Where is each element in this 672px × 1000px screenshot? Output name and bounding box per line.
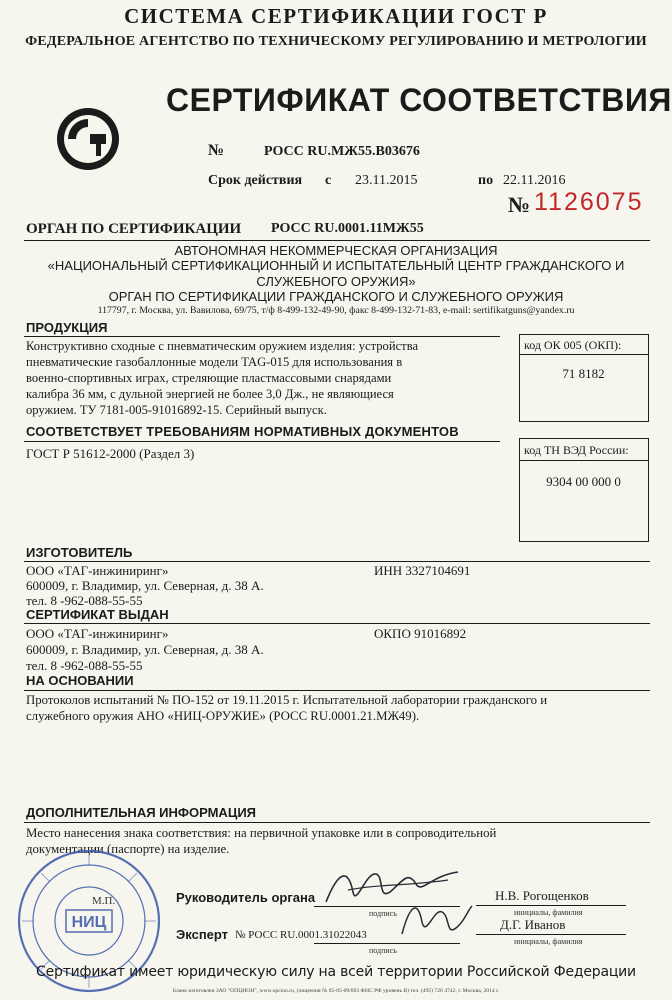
product-line: оружием. ТУ 7181-005-91016892-15. Серийный выпуск.	[26, 403, 327, 417]
manufacturer-name: ООО «ТАГ-инжиниринг»	[26, 563, 169, 578]
print-note: Бланк изготовлен ЗАО "ОПЦИОН", www.opcion.ru, (лицензия № 05-05-09/003 ФНС РФ уровень В) тел. (495) 726 4742, г. Москва, 2014 г.	[172, 988, 500, 994]
serial-number: 1126075	[534, 188, 644, 216]
product-line: военно-спортивных играх, стреляющие пластмассовыми снарядами	[26, 371, 392, 385]
validity-to-label: по	[478, 173, 494, 188]
okp-value: 71 8182	[562, 366, 605, 381]
serial-sign: №	[508, 192, 531, 217]
okp-label: код ОК 005 (ОКП):	[524, 338, 622, 352]
tnved-label: код ТН ВЭД России:	[524, 443, 629, 457]
compliance-label: СООТВЕТСТВУЕТ ТРЕБОВАНИЯМ НОРМАТИВНЫХ ДОКУМЕНТОВ	[26, 424, 459, 439]
validity-from-label: с	[325, 173, 332, 188]
additional-line2: документации (паспорте) на изделие.	[26, 842, 230, 856]
expert-label: Эксперт	[176, 927, 229, 942]
organ-address: 117797, г. Москва, ул. Вавилова, 69/75, т/ф 8-499-132-49-90, факс 8-499-132-71-83, e-mail: sertifikatguns@yandex.ru	[97, 305, 575, 316]
gost-r-logo	[54, 106, 122, 172]
issued-to-address: 600009, г. Владимир, ул. Северная, д. 38 А.	[26, 642, 264, 657]
expert-name: Д.Г. Иванов	[500, 917, 566, 932]
legal-footer: Сертификат имеет юридическую силу на всей территории Российской Федерации	[36, 964, 636, 980]
head-of-organ-label: Руководитель органа	[176, 890, 316, 905]
organ-line3: СЛУЖЕБНОГО ОРУЖИЯ»	[256, 274, 416, 289]
head-name: Н.В. Рогощенков	[495, 888, 589, 903]
basis-label: НА ОСНОВАНИИ	[26, 673, 134, 688]
valid-to-date: 22.11.2016	[503, 173, 566, 188]
manufacturer-inn: ИНН 3327104691	[374, 563, 471, 578]
organ-label: ОРГАН ПО СЕРТИФИКАЦИИ	[26, 221, 242, 237]
additional-line1: Место нанесения знака соответствия: на первичной упаковке или в сопроводительной	[26, 826, 497, 840]
expert-sign-caption: подпись	[369, 946, 397, 955]
stamp-center-text: НИЦ	[71, 914, 107, 931]
validity-label: Срок действия	[208, 173, 303, 188]
product-description	[26, 338, 506, 418]
stamp-mp: М.П.	[92, 895, 116, 907]
product-line: калибра 36 мм, с дульной энергией не более 3,0 Дж., не являющиеся	[26, 387, 394, 401]
basis-line2: служебного оружия АНО «НИЦ-ОРУЖИЕ» (РОСС RU.0001.21.МЖ49).	[26, 709, 420, 723]
manufacturer-phone: тел. 8 -962-088-55-55	[26, 593, 143, 608]
expert-code: № РОСС RU.0001.31022043	[235, 929, 367, 941]
manufacturer-label: ИЗГОТОВИТЕЛЬ	[26, 545, 133, 560]
expert-signature	[396, 896, 476, 946]
head-name-caption: инициалы, фамилия	[514, 908, 583, 917]
organ-code: РОСС RU.0001.11МЖ55	[271, 221, 424, 236]
expert-name-caption: инициалы, фамилия	[514, 937, 583, 946]
manufacturer-address: 600009, г. Владимир, ул. Северная, д. 38 А.	[26, 578, 264, 593]
basis-line1: Протоколов испытаний № ПО-152 от 19.11.2015 г. Испытательной лаборатории гражданского и	[26, 693, 548, 707]
organ-line4: ОРГАН ПО СЕРТИФИКАЦИИ ГРАЖДАНСКОГО И СЛУЖЕБНОГО ОРУЖИЯ	[108, 289, 564, 304]
issued-to-name: ООО «ТАГ-инжиниринг»	[26, 626, 169, 641]
additional-info-label: ДОПОЛНИТЕЛЬНАЯ ИНФОРМАЦИЯ	[26, 805, 257, 820]
product-label: ПРОДУКЦИЯ	[26, 320, 108, 335]
issued-to-okpo: ОКПО 91016892	[374, 626, 467, 641]
organ-line1: АВТОНОМНАЯ НЕКОММЕРЧЕСКАЯ ОРГАНИЗАЦИЯ	[174, 243, 498, 258]
issued-to-label: СЕРТИФИКАТ ВЫДАН	[26, 607, 169, 622]
agency-title: ФЕДЕРАЛЬНОЕ АГЕНТСТВО ПО ТЕХНИЧЕСКОМУ РЕГУЛИРОВАНИЮ И МЕТРОЛОГИИ	[25, 34, 647, 49]
product-line: пневматические газобаллонные модели TAG-015 для использования в	[26, 355, 403, 369]
organ-line2: «НАЦИОНАЛЬНЫЙ СЕРТИФИКАЦИОННЫЙ И ИСПЫТАТЕЛЬНЫЙ ЦЕНТР ГРАЖДАНСКОГО И	[47, 258, 625, 273]
number-sign: №	[208, 142, 225, 159]
certificate-number: РОСС RU.МЖ55.В03676	[264, 144, 420, 159]
valid-from-date: 23.11.2015	[355, 173, 418, 188]
issued-to-phone: тел. 8 -962-088-55-55	[26, 658, 143, 673]
certificate-title: СЕРТИФИКАТ СООТВЕТСТВИЯ	[166, 82, 672, 118]
system-title: СИСТЕМА СЕРТИФИКАЦИИ ГОСТ Р	[124, 4, 548, 28]
compliance-standard: ГОСТ Р 51612-2000 (Раздел 3)	[26, 446, 195, 461]
head-sign-caption: подпись	[369, 909, 397, 918]
product-line: Конструктивно сходные с пневматическим оружием изделия: устройства	[26, 339, 419, 353]
tnved-value: 9304 00 000 0	[546, 474, 621, 489]
